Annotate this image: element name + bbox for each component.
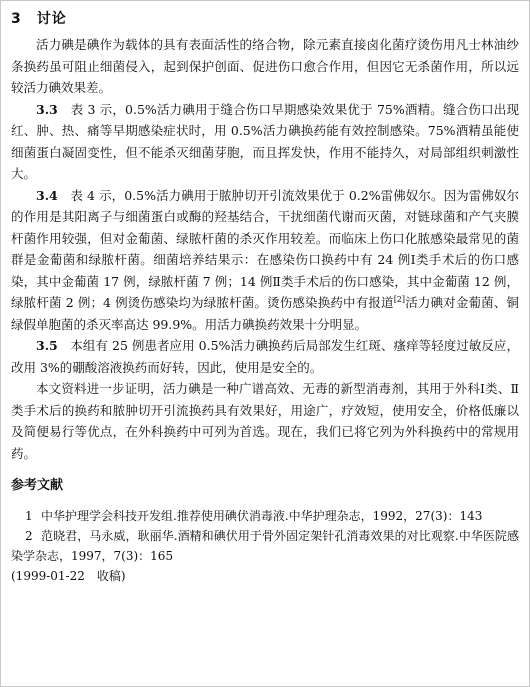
section-number: 3 bbox=[11, 11, 22, 27]
reference-item bbox=[11, 506, 519, 526]
reference-item bbox=[11, 526, 519, 566]
paragraph-intro: 活力碘是碘作为载体的具有表面活性的络合物，除元素直接卤化菌疗烫伤用凡士林油纱条换药虽可阻止细菌侵入，起到保护创面、促进伤口愈合作用，但因它无杀菌作用，所以远较活力碘效果差。 bbox=[11, 37, 519, 95]
reference-text: 范晓君，马永威，耿丽华.酒精和碘伏用于骨外固定架针孔消毒效果的对比观察.中华医院感染学杂志，1997，7(3)：165 bbox=[11, 529, 519, 563]
section-title: 讨论 bbox=[36, 11, 67, 27]
subsection-number: 3.3 bbox=[36, 101, 58, 117]
paragraph-3-3 bbox=[11, 99, 519, 185]
page-body bbox=[1, 1, 529, 588]
subsection-number: 3.4 bbox=[36, 187, 58, 203]
paragraph-conclusion: 本文资料进一步证明，活力碘是一种广谱高效、无毒的新型消毒剂，其用于外科Ⅰ类、Ⅱ类手术后的换药和脓肿切开引流换药具有效果好，用途广，疗效短，使用安全，价格低廉以及简便易行等优点，在外科换药中可列为首选。现在，我们已将它列为外科换药中的常规用药。 bbox=[11, 381, 519, 461]
reference-index: 2 bbox=[25, 529, 33, 543]
received-date: (1999-01-22 收稿) bbox=[11, 569, 126, 583]
reference-text: 中华护理学会科技开发组.推荐使用碘伏消毒液.中华护理杂志，1992，27(3)：143 bbox=[41, 509, 483, 523]
paragraph-text: 活力碘对金葡菌、铜绿假单胞菌的杀灭率高达 99.9%。用活力碘换药效果十分明显。 bbox=[11, 295, 519, 332]
references-heading: 参考文献 bbox=[11, 478, 64, 493]
citation-marker: [2] bbox=[393, 294, 406, 304]
paragraph-3-5 bbox=[11, 335, 519, 378]
subsection-number: 3.5 bbox=[36, 338, 58, 353]
paragraph-text: 本组有 25 例患者应用 0.5%活力碘换药后局部发生红斑、瘙痒等轻度过敏反应，改用 3%的硼酸溶液换药而好转，因此，使用是安全的。 bbox=[11, 338, 519, 375]
section-heading bbox=[11, 8, 519, 30]
reference-index: 1 bbox=[25, 509, 33, 523]
paragraph-text: 表 3 示，0.5%活力碘用于缝合伤口早期感染效果优于 75%酒精。缝合伤口出现红、肿、热、痛等早期感染症状时，用 0.5%活力碘换药能有效控制感染。75%酒精虽能使细菌蛋白凝固变性，但不能杀灭细菌芽胞，而且挥发快，作用不能持久，对局部组织刺激性大。 bbox=[11, 101, 519, 181]
paragraph-3-4 bbox=[11, 185, 519, 336]
paragraph-text: 表 4 示，0.5%活力碘用于脓肿切开引流效果优于 0.2%雷佛奴尔。因为雷佛奴尔的作用是其阳离子与细菌蛋白或酶的羟基结合，干扰细菌代谢而灭菌，对链球菌和产气夹膜杆菌作用较强，但对金葡菌、绿脓杆菌的杀灭作用较差。而临床上伤口化脓感染最常见的菌群是金葡菌和绿脓杆菌。细菌培养结果示：在感染伤口换药中有 24 例Ⅰ类手术后的伤口感染，其中金葡菌 17 例，绿脓杆菌 7 例；14 例Ⅱ类手术后的伤口感染，其中金葡菌 12 例，绿脓杆菌 2 例；4 例烫伤感染均为绿脓杆菌。烫伤感染换药中有报道 bbox=[11, 187, 519, 310]
